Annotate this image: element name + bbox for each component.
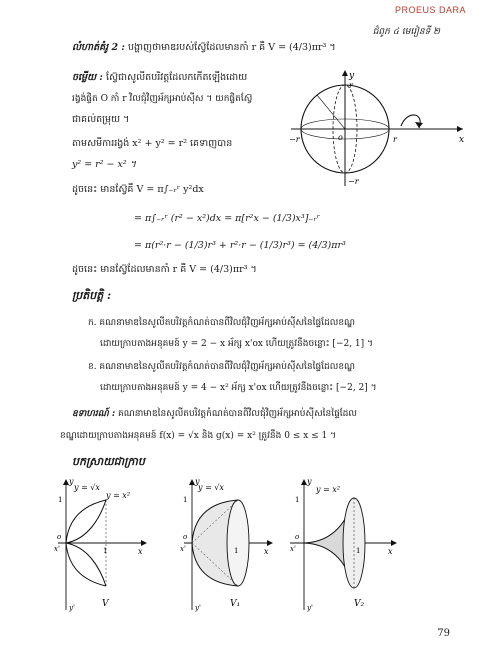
solution-line-3: ជាគល់តម្រុយ ។ [72, 114, 130, 125]
solution-line-4: តាមសមីការរង្វង់ x² + y² = r² គេទាញបាន [72, 138, 233, 149]
fig2-xprime: x' [180, 545, 186, 553]
sphere-radius-line [317, 95, 345, 129]
example2-statement: បង្ហាញថាមាឌរបស់ស្វ៊ែដែលមានកាំ r គឺ V = (4/3)πr³ ។ [127, 42, 336, 53]
sphere-origin-label: o [338, 133, 343, 142]
graph-title: បកស្រាយជាក្រាប [72, 455, 145, 468]
fig2-one-x: 1 [234, 547, 239, 555]
example2-label: លំហាត់គំរូ 2 : [72, 42, 125, 53]
fig3-one-x: 1 [356, 547, 361, 555]
fig2-end-disc [227, 500, 249, 586]
fig2-volume-label: V₁ [230, 599, 241, 609]
example3-line-1 [72, 408, 357, 420]
rotation-arrow-icon [401, 115, 420, 128]
sphere-y-arrow-icon [342, 70, 348, 76]
fig3-square-label: y = x² [316, 485, 341, 494]
fig2-one-y: 1 [183, 496, 188, 504]
fig1-origin: o [57, 533, 62, 541]
solution-line-8: = π(r²·r − (1/3)r³ + r²·r − (1/3)r³) = (4/3)πr³ [134, 240, 346, 251]
example3-line-2: ខណ្ឌដោយក្រាបតាងអនុគមន៍ f(x) = √x និង g(x) = x² ត្រូវនឹង 0 ≤ x ≤ 1 ។ [60, 431, 337, 441]
sphere-neg-r-bottom: −r [348, 177, 359, 186]
fig2-y: y [195, 477, 200, 486]
fig3-x-arrow-icon [391, 540, 397, 546]
fig1-one-x: 1 [103, 547, 108, 555]
example3-label: ឧទាហរណ៍ : [72, 409, 116, 419]
solution-line-6: ដូចនេះ មានស្វ៊ែគឺ V = π∫₋ᵣʳ y²dx [72, 184, 204, 195]
fig2-origin: o [183, 533, 188, 541]
fig3-xprime: x' [290, 545, 296, 553]
fig1-yprime: y' [69, 604, 75, 612]
solution-text-1: ស្វ៊ែជាសូលីតបរិវត្តដែលកកើតឡើងដោយ [105, 72, 248, 83]
fig1-x: x [138, 547, 143, 556]
sphere-figure [285, 66, 470, 190]
fig3-one-y: 1 [295, 496, 300, 504]
solution-line-1 [72, 72, 247, 84]
example2-block [72, 42, 336, 54]
example3-text-1: គណនាមាឌនៃសូលីតបរិវត្តកំណត់បានពីវិលជុំវិញអ័ក្សអាប់ស៊ីសនៃផ្ទៃដែល [118, 409, 357, 419]
fig1-xprime: x' [54, 545, 60, 553]
solution-line-7: = π∫₋ᵣʳ (r² − x²)dx = π[r²x − (1/3)x³]₋ᵣʳ [134, 213, 321, 224]
exercise-item-2b: ដោយក្រាបតាងអនុគមន៍ y = 4 − x² អ័ក្ស x'ox ហើយត្រូវនឹងចន្លោះ [−2, 2] ។ [100, 383, 377, 393]
fig1-square-curve [66, 500, 106, 543]
exercise-item-2a: ខ. គណនាមាឌនៃសូលីតបរិវត្តកំណត់បានពីវិលជុំវិញអ័ក្សអាប់ស៊ីសនៃផ្ទៃដែលខណ្ឌ [88, 362, 356, 372]
fig1-one-y: 1 [58, 496, 63, 504]
fig1-square-label: y = x² [106, 491, 131, 500]
fig1-sqrt-mirror [66, 543, 106, 586]
figure-solid-v1 [178, 476, 278, 616]
fig2-sqrt-label: y = √x [198, 483, 224, 492]
fig3-yprime: y' [307, 604, 313, 612]
fig1-y: y [69, 477, 74, 486]
fig2-x-arrow-icon [267, 540, 273, 546]
fig3-origin: o [295, 533, 300, 541]
exercise-label: ប្រតិបត្តិ : [72, 289, 112, 302]
chapter-header: ជំពូក ៤ មេរៀនទី ២ [372, 27, 440, 37]
page-number: 79 [437, 628, 450, 639]
exercise-item-1b: ដោយក្រាបតាងអនុគមន៍ y = 2 − x អ័ក្ស x'ox ហើយត្រូវនឹងចន្លោះ [−2, 1] ។ [100, 339, 373, 349]
fig1-sqrt-label: y = √x [74, 483, 100, 492]
solution-line-2: រង្វង់ផ្ចិត O កាំ r វិលជុំវិញអ័ក្សអាប់ស៊ីស ។ យកផ្ចិតស្វ៊ែ [72, 94, 253, 104]
fig1-volume-label: V [102, 599, 109, 609]
fig2-yprime: y' [195, 604, 201, 612]
figure-curves [52, 476, 152, 616]
fig1-x-arrow-icon [141, 540, 147, 546]
fig3-y: y [307, 477, 312, 486]
fig3-volume-label: V₂ [354, 599, 365, 609]
solution-line-5: y² = r² − x² ។ [72, 159, 136, 170]
sphere-r-label: r [349, 81, 353, 90]
rotation-arrowhead-icon [415, 122, 423, 128]
solution-label: ចម្លើយ : [72, 72, 103, 83]
sphere-y-label: y [349, 71, 355, 81]
sphere-x-arrow-icon [457, 126, 463, 132]
fig1-square-mirror [66, 543, 106, 586]
brand-label: PROEUS DARA [394, 5, 466, 15]
solution-line-9: ដូចនេះ មានស្វ៊ែដែលមានកាំ r គឺ V = (4/3)πr³ ។ [72, 264, 257, 275]
fig1-sqrt-curve [66, 500, 106, 543]
figure-solid-v2 [284, 476, 404, 616]
sphere-x-label: x [459, 135, 465, 145]
fig2-x: x [264, 547, 269, 556]
exercise-item-1a: ក. គណនាមាឌនៃសូលីតបរិវត្តកំណត់បានពីវិលជុំវិញអ័ក្សអាប់ស៊ីសនៃផ្ទៃដែលខណ្ឌ [88, 318, 356, 328]
sphere-r-right: r [393, 135, 397, 144]
sphere-neg-r-left: −r [289, 135, 300, 144]
fig3-x: x [388, 547, 393, 556]
